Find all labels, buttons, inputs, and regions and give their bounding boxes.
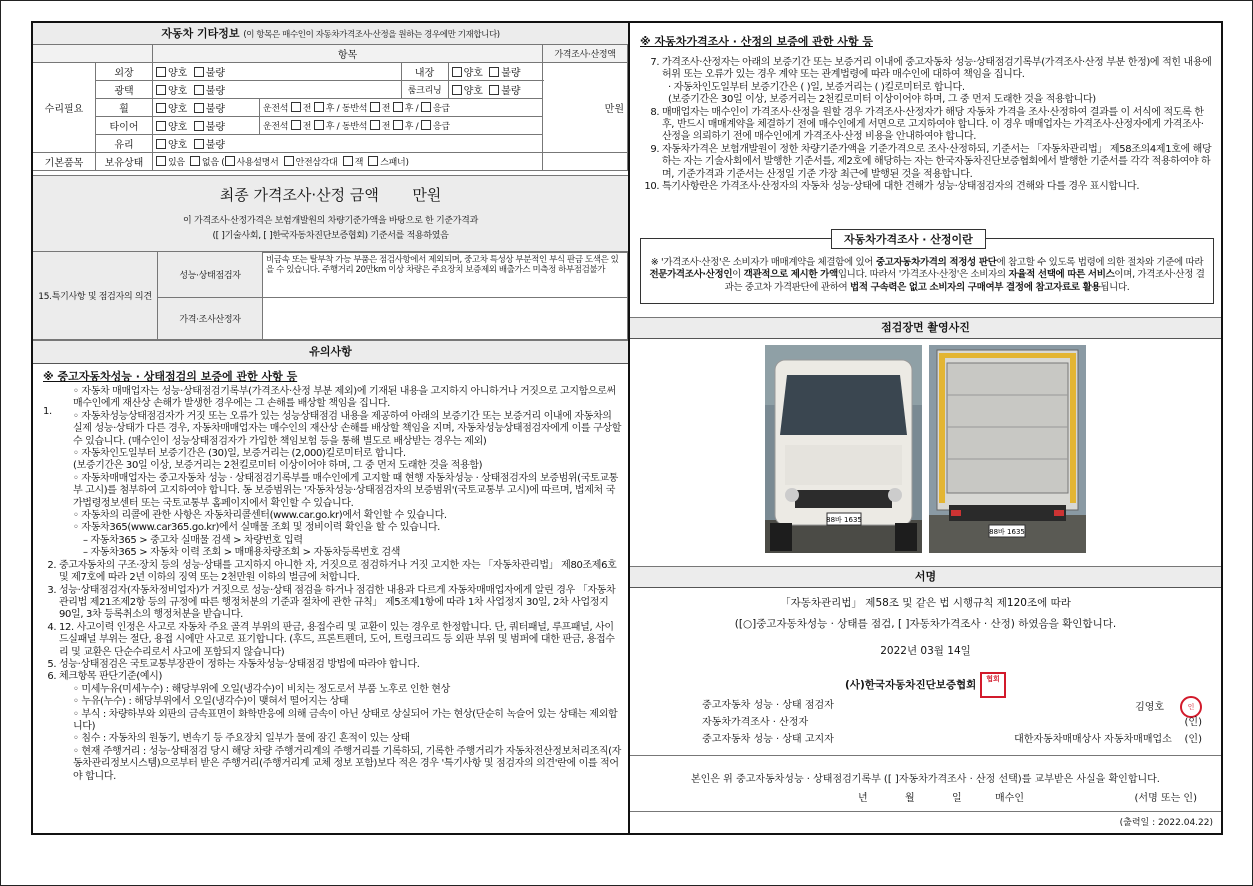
emergency-text: 응급 [432, 122, 450, 132]
receipt-section [630, 755, 1221, 812]
signer-row-appraiser: 자동차가격조사 · 산정자 (인) [702, 717, 1202, 728]
signature-org: (사)한국자동차진단보증협회 [845, 679, 977, 691]
price-notice-heading: ※ 자동차가격조사 · 산정의 보증에 관한 사항 등 [640, 35, 873, 48]
other-info-table: 항목 가격조사·산정액 수리필요 외장 양호 불량 내장 양호 불량 만원 광택 양호 불량 룸크리닝 양호 불량 휠 양호 불량 운전석 전 후 / 동반석 전 후 / 응급 타이어 양호 불량 운전석 전 후 / 동반석 전 후 / 응급 유리 양호 불량 기본품목 보유상태 있음 없음 ( 사용설명서 안전삼각대 잭 스패너) [33, 44, 628, 171]
notice-1-e: ◦ 자동차의 리콜에 관한 사항은 자동차리콜센터(www.car.go.kr)에서 확인할 수 있습니다. [73, 510, 621, 522]
left-column [33, 23, 630, 833]
manual-text: 사용설명서 [236, 158, 279, 168]
bad-text: 불량 [205, 68, 226, 79]
notice-item-5: 5. 성능·상태점검은 국토교통부장관이 정하는 자동차성능·상태점검 방법에 따라야 합니다. [59, 659, 621, 671]
interior-good-checkbox[interactable] [452, 67, 462, 77]
printed-date: (출력일 : 2022.04.22) [630, 811, 1221, 833]
signature-org-line [630, 672, 1221, 698]
notice-item-6 [59, 671, 621, 783]
notice-1-dash1: – 자동차365 > 중고차 실매물 검색 > 차량번호 입력 [83, 534, 303, 546]
glass-good-checkbox[interactable] [156, 139, 166, 149]
wheel-label: 휠 [96, 99, 153, 117]
triangle-text: 안전삼각대 [295, 158, 338, 168]
wheel-driver-rear-checkbox[interactable] [314, 102, 324, 112]
bad-text: 불량 [205, 140, 226, 151]
notice-list [43, 560, 621, 783]
emergency-text: 응급 [432, 104, 450, 114]
wheel-good-checkbox[interactable] [156, 103, 166, 113]
wheel-driver-front-checkbox[interactable] [291, 102, 301, 112]
bad-text: 불량 [501, 86, 521, 97]
tire-label: 타이어 [96, 117, 153, 135]
notice-1-a: ◦ 자동차 매매업자는 성능·상태점검기록부(가격조사·산정 부분 제외)에 기재된 내용을 고지하지 아니하거나 거짓으로 고지함으로써 매수인에게 재산상 손해가 발생한 경우에는 그 손해를 배상할 책임을 집니다. [73, 386, 621, 411]
other-info-title: 자동차 기타정보 [161, 27, 240, 40]
rear-text: 후 [325, 122, 335, 132]
passenger-seat-label: 동반석 [341, 122, 368, 132]
check-criteria-5: ◦ 현재 주행거리 : 성능·상태점검 당시 해당 차량 주행거리계의 주행거리를 기록하되, 기록한 주행거리가 자동차전산정보처리조직(자동차관리정보시스템)으로부터 받은 주행거리(주행거리계 교체 정보 포함)보다 적은 경우 '특기사항 및 점검자의 의견'란에 이를 적어야 합니다. [73, 746, 621, 783]
price-item-7: 7. 가격조사·산정자는 아래의 보증기간 또는 보증거리 이내에 중고자동차 성능·상태점검기록부(가격조사·산정 부분 한정)에 적힌 내용에 허위 또는 오류가 있는 경우 계약 또는 관계법령에 따라 매수인에 대하여 책임을 집니다. · 자동차인도일부터 보증기간은 ( )일, 보증거리는 ( )킬로미터로 합니다. (보증기간은 30일 이상, 보증거리는 2천킬로미터 이상이어야 하며, 그 중 먼저 도래한 것을 적용합니다) [662, 57, 1212, 107]
exterior-bad-checkbox[interactable] [194, 67, 204, 77]
good-text: 양호 [168, 140, 188, 151]
notice-title: 유의사항 [33, 340, 628, 364]
check-criteria-3: ◦ 부식 : 차량하부와 외판의 금속표면이 화학반응에 의해 금속이 아닌 상태로 상실되어 가는 현상(단순히 녹슬어 있는 상태는 제외합니다) [73, 709, 621, 734]
price-notice [640, 33, 1212, 193]
gloss-bad-checkbox[interactable] [194, 85, 204, 95]
spanner-checkbox[interactable] [368, 156, 378, 166]
rear-photo [929, 345, 1086, 553]
final-price-section [33, 175, 628, 253]
signer-row-notifier: 중고자동차 성능 · 상태 고지자 대한자동차매매상사 자동차매매업소 (인) [702, 734, 1202, 745]
repair-label: 수리필요 [33, 63, 96, 153]
interior-label: 내장 [401, 63, 448, 81]
notice-1-f: ◦ 자동차365(www.car365.go.kr)에서 실매물 조회 및 정비이력 확인을 할 수 있습니다. [73, 522, 621, 534]
other-info-header [33, 23, 628, 45]
gloss-label: 광택 [96, 81, 153, 99]
inspector-opinion: 비금속 또는 탈부착 가능 부품은 점검사항에서 제외되며, 중고차 특성상 부분적인 부식 판금 도색은 있을 수 있습니다. 주행거리 20만km 이상 차량은 주요장치 보증제외 배출가스 미측정 하부점검불가 [263, 252, 628, 298]
check-criteria-4: ◦ 침수 : 자동차의 원동기, 변속기 등 주요장치 일부가 물에 잠긴 흔적이 있는 상태 [73, 733, 621, 745]
special-table [33, 251, 628, 340]
wheel-passenger-front-checkbox[interactable] [370, 102, 380, 112]
notice-1-dash2: – 자동차365 > 자동차 이력 조회 > 매매용차량조회 > 자동차등록번호 검색 [83, 547, 401, 559]
price-item-8: 8. 매매업자는 매수인이 가격조사·산정을 원할 경우 가격조사·산정자가 해당 자동차 가격을 조사·산정하여 결과를 이 서식에 적도록 한 후, 반드시 매매계약을 체결하기 전에 매수인에게 서면으로 고지하여야 합니다. 이 경우 매매업자는 가격조사·산정자에게 가격조사·산정을 의뢰하기 전에 매수인에게 가격조사·산정 비용을 안내하여야 합니다. [662, 107, 1212, 144]
room-good-checkbox[interactable] [452, 85, 462, 95]
possession-label: 보유상태 [96, 153, 153, 171]
price-item-7-sub2: (보증기간은 30일 이상, 보증거리는 2천킬로미터 이상이어야 하며, 그 중 먼저 도래한 것을 적용합니다) [668, 94, 1096, 106]
notice-heading: ※ 중고자동차성능 · 상태점검의 보증에 관한 사항 등 [43, 370, 298, 383]
front-photo [765, 345, 922, 553]
price-definition-title: 자동차가격조사 · 산정이란 [831, 229, 986, 249]
driver-seat-label: 운전석 [263, 104, 289, 114]
bad-text: 불량 [205, 104, 226, 115]
interior-bad-checkbox[interactable] [489, 67, 499, 77]
notice-body [43, 368, 621, 783]
final-price-desc2: ([ ]기술사회, [ ]한국자동차진단보증협회) 기준서를 적용하였음 [212, 231, 449, 241]
rear-text: 후 [325, 104, 335, 114]
front-text: 전 [381, 122, 391, 132]
signature-confirm: ([○]중고자동차성능 · 상태를 점검, [ ]자동차가격조사 · 산정) 하였음을 확인합니다. [734, 618, 1117, 630]
final-price-title: 최종 가격조사·산정 금액 [219, 186, 379, 204]
tire-passenger-front-checkbox[interactable] [370, 120, 380, 130]
photos-title: 점검장면 촬영사진 [630, 317, 1221, 339]
check-criteria-1: ◦ 미세누유(미세누수) : 해당부위에 오일(냉각수)이 비치는 정도로서 부품 노후로 인한 현상 [73, 684, 621, 696]
good-text: 양호 [463, 68, 483, 79]
front-plate-text: 88바 1635 [826, 516, 862, 524]
wheel-emergency-checkbox[interactable] [421, 102, 431, 112]
receipt-sign-line: 년 월 일 매수인 (서명 또는 인) [630, 789, 1221, 805]
manual-checkbox[interactable] [225, 156, 235, 166]
receipt-text: 본인은 위 중고자동차성능 · 상태점검기록부 ([ ]자동차가격조사 · 산정 선택)를 교부받은 사실을 확인합니다. [690, 774, 1160, 785]
bad-text: 불량 [205, 86, 226, 97]
bad-text: 불량 [205, 122, 226, 133]
signature-title: 서명 [630, 566, 1221, 588]
have-text: 있음 [168, 158, 185, 168]
association-seal: 협회 [980, 672, 1006, 698]
final-price-unit: 만원 [412, 186, 442, 204]
signature-law: 「자동차관리법」 제58조 및 같은 법 시행규칙 제120조에 따라 [780, 597, 1071, 609]
exterior-label: 외장 [96, 63, 153, 81]
check-criteria-2: ◦ 누유(누수) : 해당부위에서 오일(냉각수)이 맺혀서 떨어지는 상태 [73, 696, 621, 708]
basic-label: 기본품목 [33, 153, 96, 171]
price-notice-list [640, 57, 1212, 193]
wheel-bad-checkbox[interactable] [194, 103, 204, 113]
inspector-label: 성능·상태점검자 [158, 252, 263, 298]
notice-1-b: ◦ 자동차성능상태점검자가 거짓 또는 오류가 있는 성능상태점검 내용을 제공하여 아래의 보증기간 또는 보증거리 이내에 자동차의 실제 성능·상태가 다른 경우, 자동차매매업자는 매수인의 재산상 손해를 배상할 책임을 지며, 자동차성능상태점검자에게 이를 구상할 수 있습니다. (매수인이 성능상태점검자가 가입한 책임보험 등을 통해 별도로 배상받는 경우는 제외) [73, 411, 621, 448]
notice-6-title: 체크항목 판단기준(예시) [59, 671, 163, 683]
col-item: 항목 [153, 45, 543, 63]
notice-1-d: ◦ 자동차매매업자는 중고자동차 성능 · 상태점검기록부를 매수인에게 고지할 때 현행 자동차성능 · 상태점검자의 보증범위(국토교통부 고시)를 첨부하여 고지하여야 합니다. 동 보증범위는 '자동차성능·상태점검자의 보증범위'(국토교통부 고시)에 따르며, 법제처 국가법령정보센터 또는 국토교통부 홈페이지에서 확인할 수 있습니다. [73, 473, 621, 510]
jack-text: 잭 [354, 158, 364, 168]
inspection-record-page [31, 21, 1223, 835]
glass-label: 유리 [96, 135, 153, 153]
notice-item-3: 3. 성능·상태점검자(자동차정비업자)가 거짓으로 성능·상태 점검을 하거나 점검한 내용과 다르게 자동차매매업자에게 알린 경우 「자동차관리법 제21조제2항 등의 규정에 따른 행정처분의 기준과 절차에 관한 규칙」 제5조제1항에 따라 1차 사업정지 30일, 2차 사업정지 90일, 3차 등록취소의 행정처분을 받습니다. [59, 585, 621, 622]
tire-emergency-checkbox[interactable] [421, 120, 431, 130]
appraiser-opinion [263, 298, 628, 340]
none-text: 없음 [201, 158, 219, 168]
front-text: 전 [302, 104, 312, 114]
tire-driver-front-checkbox[interactable] [291, 120, 301, 130]
final-price-line [33, 184, 628, 205]
rear-text: 후 [404, 122, 414, 132]
signature-date: 2022년 03월 14일 [880, 645, 971, 657]
none-checkbox[interactable] [190, 156, 200, 166]
col-price: 가격조사·산정액 [543, 45, 628, 63]
price-item-7-sub1: · 자동차인도일부터 보증기간은 ( )일, 보증거리는 ( )킬로미터로 합니다. [668, 81, 965, 93]
exterior-good-checkbox[interactable] [156, 67, 166, 77]
special-label: 15.특기사항 및 점검자의 의견 [33, 252, 158, 340]
wheel-passenger-rear-checkbox[interactable] [393, 102, 403, 112]
triangle-checkbox[interactable] [284, 156, 294, 166]
notice-1-sub: (보증기간은 30일 이상, 보증거리는 2천킬로미터 이상이어야 하며, 그 중 먼저 도래한 것을 적용함) [73, 460, 483, 472]
right-column [630, 23, 1221, 833]
final-price-desc1: 이 가격조사·산정가격은 보험개발원의 차량기준가액을 바탕으로 한 기준가격과 [183, 216, 478, 226]
front-text: 전 [302, 122, 312, 132]
spanner-text: 스패너 [380, 158, 406, 168]
good-text: 양호 [168, 68, 188, 79]
glass-bad-checkbox[interactable] [194, 139, 204, 149]
price-item-10: 10. 특기사항란은 가격조사·산정자의 자동차 성능·상태에 대한 견해가 성능·상태점검자의 견해와 다를 경우 표시합니다. [662, 181, 1212, 193]
have-checkbox[interactable] [156, 156, 166, 166]
price-item-9: 9. 자동차가격은 보험개발원이 정한 차량기준가액을 기준가격으로 조사·산정하되, 기준서는 「자동차관리법」 제58조의4제1호에 해당하는 자는 기술사회에서 발행한 기준서를, 제2호에 해당하는 자는 한국자동차진단보증협회에서 발행한 기준서를 각각 적용하여야 하며, 기준가격과 기준서는 산정일 기준 가장 최근에 발행된 것을 적용합니다. [662, 144, 1212, 181]
front-text: 전 [381, 104, 391, 114]
other-info-note: (이 항목은 매수인이 자동차가격조사·산정을 원하는 경우에만 기재합니다) [243, 30, 500, 40]
good-text: 양호 [463, 86, 483, 97]
tire-bad-checkbox[interactable] [194, 121, 204, 131]
room-bad-checkbox[interactable] [489, 85, 499, 95]
tire-driver-rear-checkbox[interactable] [314, 120, 324, 130]
notice-item-2: 2. 중고자동차의 구조·장치 등의 성능·상태를 고지하지 아니한 자, 거짓으로 점검하거나 거짓 고지한 자는 「자동차관리법」 제80조제6호 및 제7호에 따라 2년 이하의 징역 또는 2천만원 이하의 벌금에 처합니다. [59, 560, 621, 585]
tire-good-checkbox[interactable] [156, 121, 166, 131]
rear-plate-text: 88바 1635 [989, 528, 1025, 536]
good-text: 양호 [168, 104, 188, 115]
jack-checkbox[interactable] [343, 156, 353, 166]
bad-text: 불량 [501, 68, 521, 79]
price-unit: 만원 [543, 63, 628, 153]
rear-text: 후 [404, 104, 414, 114]
signature-body [630, 595, 1221, 698]
passenger-seat-label: 동반석 [341, 104, 368, 114]
notice-item-4: 4. 12. 사고이력 인정은 사고로 자동차 주요 골격 부위의 판금, 용접수리 및 교환이 있는 경우로 한정합니다. 단, 쿼터패널, 루프패널, 사이드실패널 부위는 절단, 용접 시에만 사고로 표기합니다. (후드, 프론트펜더, 도어, 트렁크리드 등 외판 부위 및 범퍼에 대한 판금, 용접수리 및 교환은 단순수리로서 사고에 포함되지 않습니다) [59, 622, 621, 659]
notice-1-c: ◦ 자동차인도일부터 보증기간은 (30)일, 보증거리는 (2,000)킬로미터로 합니다. [73, 448, 621, 460]
notice-item-1: 1. ◦ 자동차 매매업자는 성능·상태점검기록부(가격조사·산정 부분 제외)에 기재된 내용을 고지하지 아니하거나 거짓으로 고지함으로써 매수인에게 재산상 손해가 발생한 경우에는 그 손해를 배상할 책임을 집니다. ◦ 자동차성능상태점검자가 거짓 또는 오류가 있는 성능상태점검 내용을 제공하여 아래의 보증기간 또는 보증거리 이내에 자동차의 실제 성능·상태가 다른 경우, 자동차매매업자는 매수인의 재산상 손해를 배상할 책임을 지며, 자동차성능상태점검자에게 이를 구상할 수 있습니다. (매수인이 성능상태점검자가 가입한 책임보험 등을 통해 별도로 배상받는 경우는 제외) ◦ 자동차인도일부터 보증기간은 (30)일, 보증거리는 (2,000)킬로미터로 합니다. (보증기간은 30일 이상, 보증거리는 2천킬로미터 이상이어야 하며, 그 중 먼저 도래한 것을 적용함) ◦ 자동차매매업자는 중고자동차 성능 · 상태점검기록부를 매수인에게 고지할 때 현행 자동차성능 · 상태점검자의 보증범위(국토교통부 고시)를 첨부하여 고지하여야 합니다. 동 보증범위는 '자동차성능·상태점검자의 보증범위'(국토교통부 고시)에 따르며, 법제처 국가법령정보센터 또는 국토교통부 홈페이지에서 확인할 수 있습니다. ◦ 자동차의 리콜에 관한 사항은 자동차리콜센터(www.car.go.kr)에서 확인할 수 있습니다. ◦ 자동차365(www.car365.go.kr)에서 실매물 조회 및 정비이력 확인을 할 수 있습니다. – 자동차365 > 중고차 실매물 검색 > 차량번호 입력 – 자동차365 > 자동차 이력 조회 > 매매용차량조회 > 자동차등록번호 검색 [43, 386, 621, 560]
signer-rows [702, 696, 1202, 747]
good-text: 양호 [168, 122, 188, 133]
appraiser-label: 가격·조사산정자 [158, 298, 263, 340]
price-definition-box [640, 233, 1214, 304]
gloss-good-checkbox[interactable] [156, 85, 166, 95]
driver-seat-label: 운전석 [263, 122, 289, 132]
signer-row-inspector: 중고자동차 성능 · 상태 점검자 김영호 인 [702, 696, 1202, 713]
tire-passenger-rear-checkbox[interactable] [393, 120, 403, 130]
good-text: 양호 [168, 86, 188, 97]
inspector-seal: 인 [1180, 696, 1202, 718]
room-clean-label: 룸크리닝 [401, 81, 448, 99]
buyer-sign-field[interactable]: (서명 또는 인) [1134, 793, 1197, 804]
price-definition-text: ※ '가격조사·산정'은 소비자가 매매계약을 체결함에 있어 중고자동차가격의 적정성 판단에 참고할 수 있도록 법령에 의한 절차와 기준에 따라 전문가격조사·산정인이 객관적으로 제시한 가액입니다. 따라서 '가격조사·산정'은 소비자의 자율적 선택에 따른 서비스이며, 가격조사·산정 결과는 중고차 가격판단에 관하여 법적 구속력은 없고 소비자의 구매여부 결정에 참고자료로 활용됩니다. [649, 257, 1205, 293]
